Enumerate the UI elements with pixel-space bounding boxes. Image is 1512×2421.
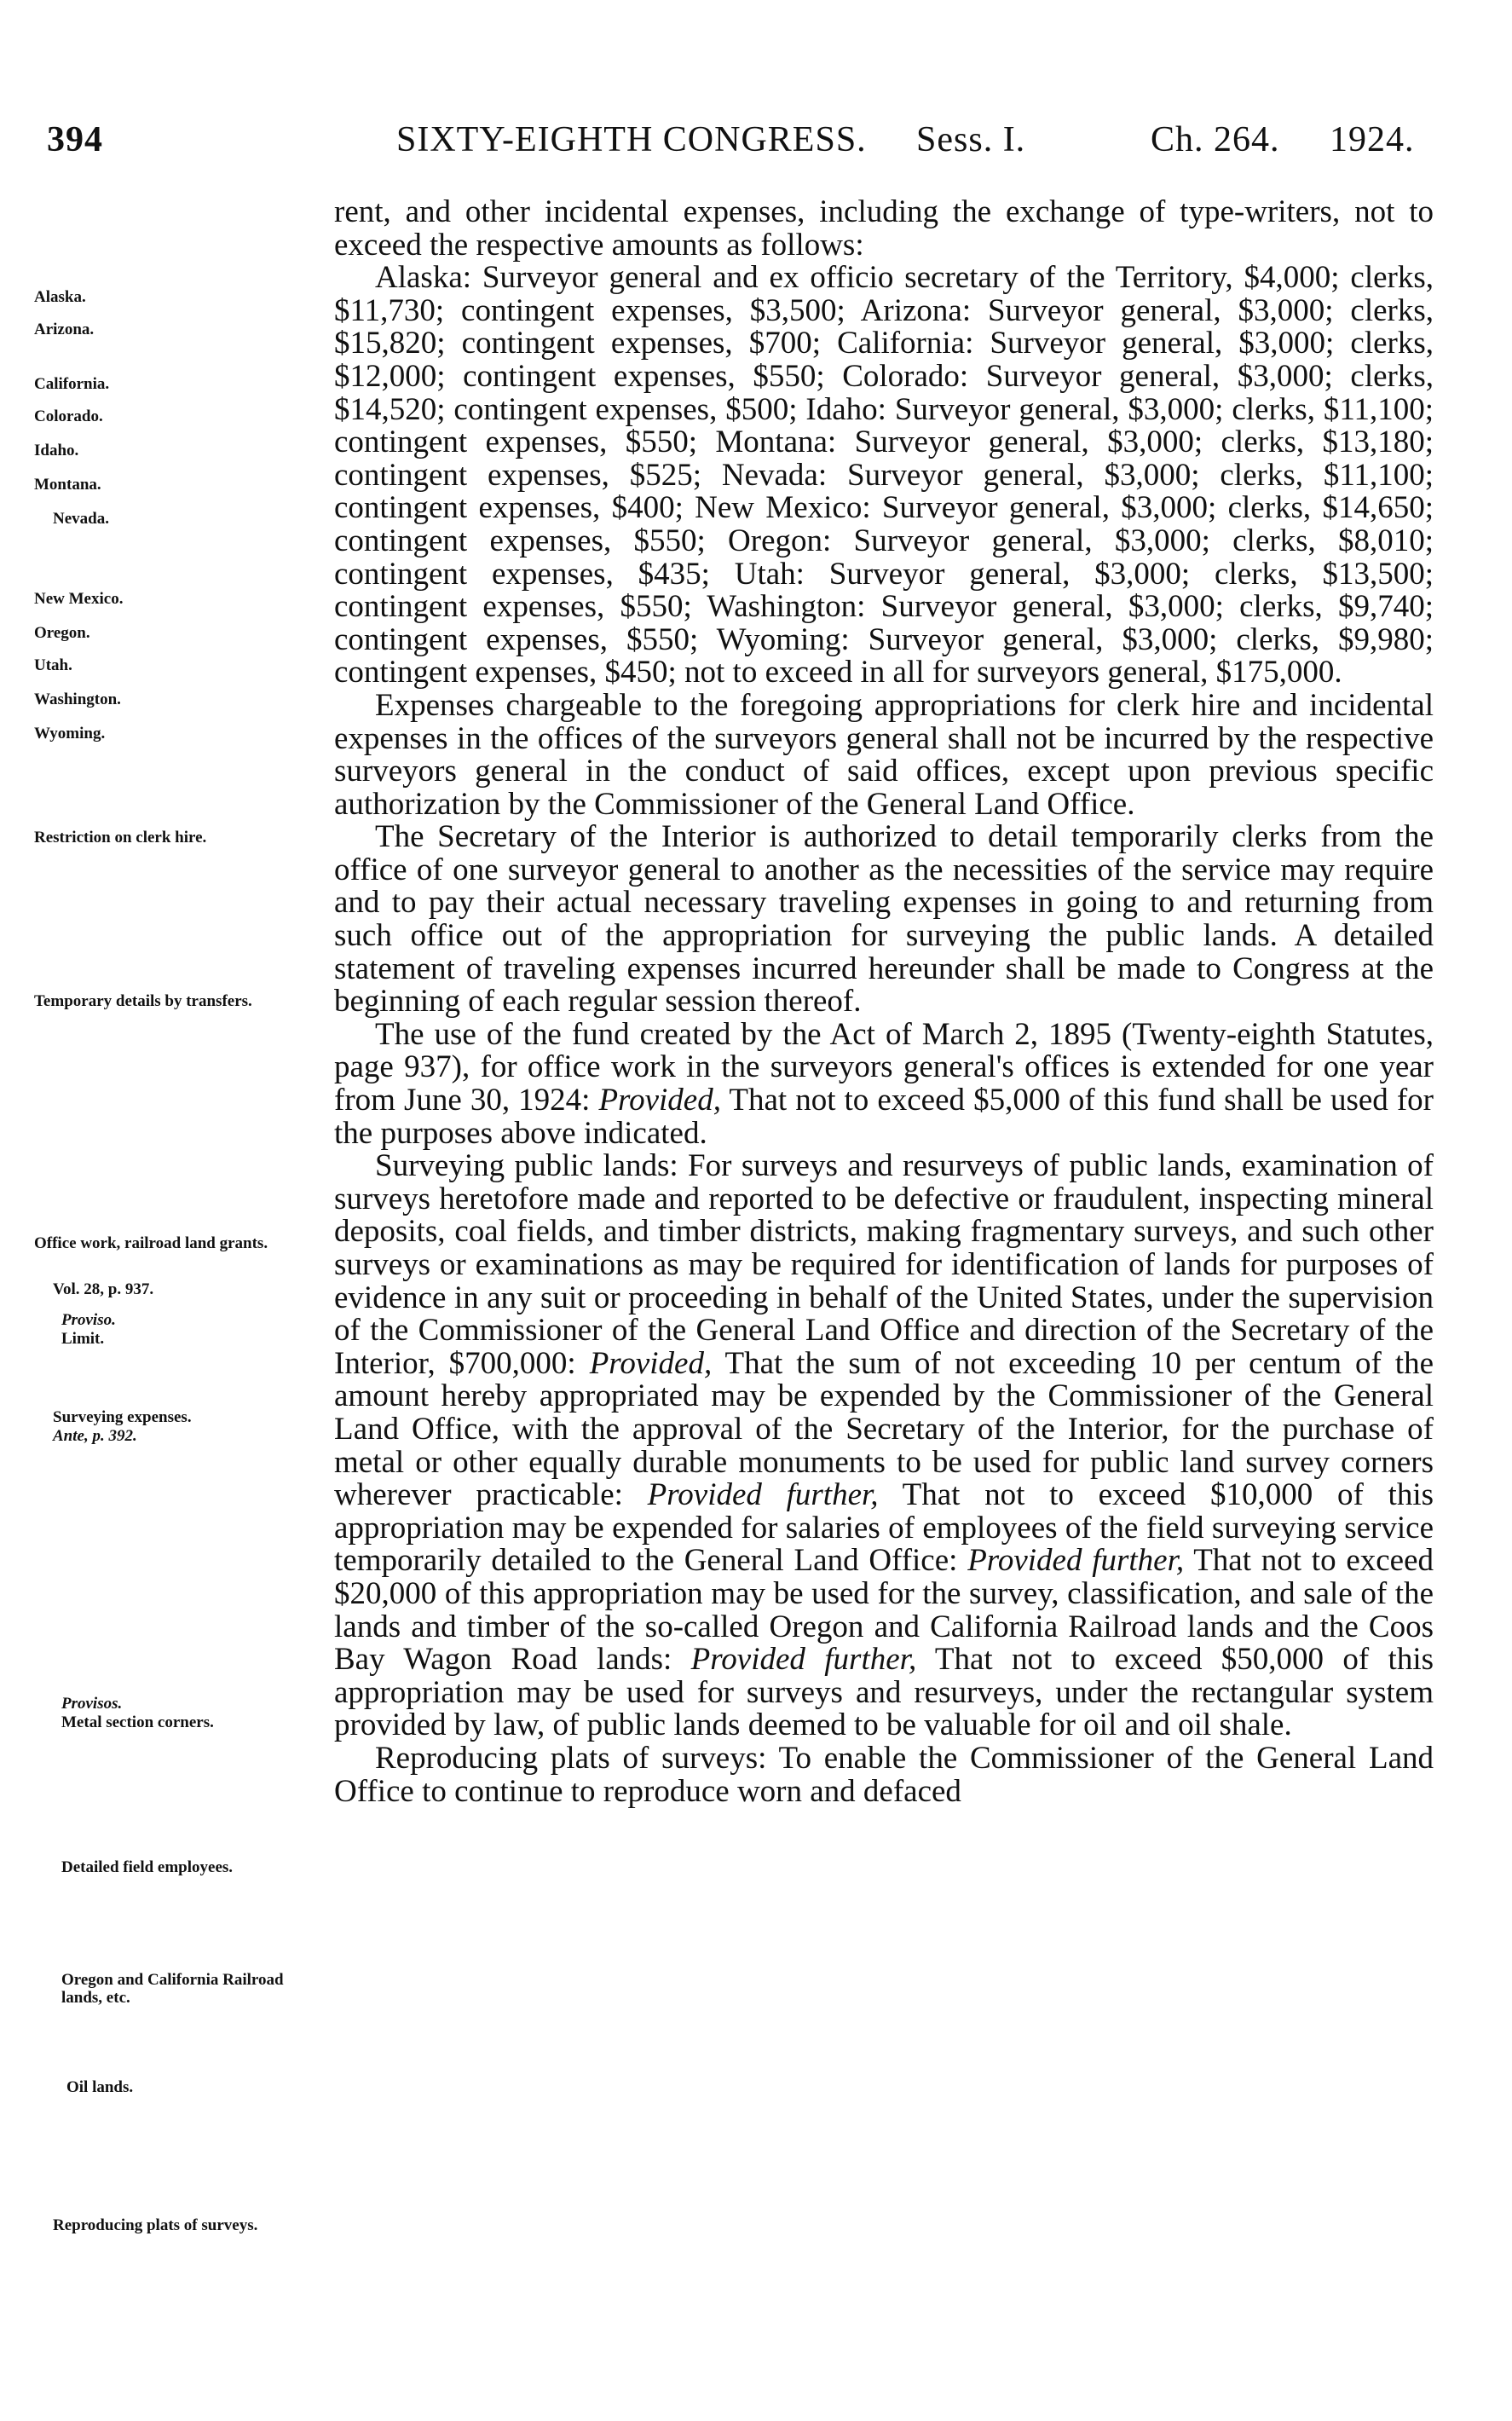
margin-note-limit: Limit. <box>61 1330 105 1348</box>
margin-note-vol-ref: Vol. 28, p. 937. <box>53 1280 154 1298</box>
margin-note-provisos: Provisos. <box>61 1695 123 1713</box>
margin-note-wyoming: Wyoming. <box>34 725 106 742</box>
surveying-proviso-4: That not to exceed $50,000 of this appropriation may be used for surveys and resurveys, under the rectangular system provided by law, of public lands deemed to be valuable for oil and oil shale. <box>334 1642 1434 1743</box>
provided-further-italic: Provided further, <box>967 1543 1185 1579</box>
surveying-proviso-3: That not to exceed $20,000 of this appropriation may be used for the survey, classification, and sale of the lands and timber of the so-called Oregon and California Railroad lands and the Coos Bay Wagon Road lands: <box>334 1543 1434 1678</box>
margin-note-alaska: Alaska. <box>34 288 86 306</box>
office-work-proviso-text: That not to exceed $5,000 of this fund shall be used for the purposes above indicated. <box>334 1083 1434 1151</box>
paragraph-surveyors-general: Alaska: Surveyor general and ex officio secretary of the Territory, $4,000; clerks, $11,730; contingent expenses, $3,500; Arizona: Surveyor general, $3,000; clerks, $15,820; contingent expenses, $700; California: Surveyor general, $3,000; clerks, $12,000; contingent expenses, $550; Colorado: Surveyor general, $3,000; clerks, $14,520; contingent expenses, $500; Idaho: Surveyor general, $3,000; clerks, $11,100; contingent expenses, $550; Montana: Surveyor general, $3,000; clerks, $13,180; contingent expenses, $525; Nevada: Surveyor general, $3,000; clerks, $11,100; contingent expenses, $400; New Mexico: Surveyor general, $3,000; clerks, $14,650; contingent expenses, $550; Oregon: Surveyor general, $3,000; clerks, $8,010; contingent expenses, $435; Utah: Surveyor general, $3,000; clerks, $13,500; contingent expenses, $550; Washington: Surveyor general, $3,000; clerks, $9,740; contingent expenses, $550; Wyoming: Surveyor general, $3,000; clerks, $9,980; contingent expenses, $450; not to exceed in all for surveyors general, $175,000. <box>334 260 1434 690</box>
margin-note-oregon-california: Oregon and California Railroad lands, etc. <box>61 1971 284 2007</box>
paragraph-temporary-details: The Secretary of the Interior is authorized to detail temporarily clerks from the office of one surveyor general to another as the necessities of the service may require and to pay their actual necessary traveling expenses in going to and returning from such office out of the appropriation for surveying the public lands. A detailed statement of traveling expenses incurred hereunder shall be made to Congress at the beginning of each regular session thereof. <box>334 819 1434 1020</box>
provided-italic: Provided, <box>598 1083 721 1118</box>
margin-note-ante: Ante, p. 392. <box>53 1427 137 1445</box>
margin-note-oil-lands: Oil lands. <box>66 2078 134 2096</box>
margin-note-california: California. <box>34 375 110 393</box>
year-label: 1924. <box>1330 120 1415 159</box>
margin-note-office-work: Office work, railroad land grants. <box>34 1234 268 1252</box>
margin-note-metal: Metal section corners. <box>61 1713 214 1731</box>
paragraph-continuation: rent, and other incidental expenses, including the exchange of type-writers, not to exceed the respective amounts as follows: <box>334 194 1434 263</box>
paragraph-office-work <box>334 1016 1434 1151</box>
page-header <box>47 119 1445 170</box>
margin-note-idaho: Idaho. <box>34 442 79 459</box>
margin-note-surveying: Surveying expenses. <box>53 1408 192 1426</box>
office-work-text: The use of the fund created by the Act of March 2, 1895 (Twenty-eighth Statutes, page 937), for office work in the surveyors general's offices is extended for one year from June 30, 1924: <box>334 1016 1434 1118</box>
paragraph-reproducing-plats: Reproducing plats of surveys: To enable the Commissioner of the General Land Office to continue to reproduce worn and defaced <box>334 1740 1434 1809</box>
margin-note-utah: Utah. <box>34 656 72 674</box>
margin-note-detailed: Detailed field employees. <box>61 1858 234 1876</box>
provided-further-italic: Provided further, <box>647 1477 879 1513</box>
provided-further-italic: Provided further, <box>690 1642 917 1678</box>
surveying-text: Surveying public lands: For surveys and resurveys of public lands, examination of surveys heretofore made and reported to be defective or fraudulent, inspecting mineral deposits, coal fields, and timber districts, making fragmentary surveys, and such other surveys or examinations as may be required for identification of lands for purposes of evidence in any suit or proceeding in behalf of the United States, under the supervision of the Commissioner of the General Land Office and direction of the Secretary of the Interior, $700,000: <box>334 1148 1434 1381</box>
margin-note-colorado: Colorado. <box>34 407 103 425</box>
paragraph-clerk-hire: Expenses chargeable to the foregoing appropriations for clerk hire and incidental expenses in the offices of the surveyors general shall not be incurred by the respective surveyors general in the conduct of said offices, except upon previous specific authorization by the Commissioner of the General Land Office. <box>334 687 1434 822</box>
margin-note-temporary: Temporary details by transfers. <box>34 992 252 1010</box>
margin-note-oregon: Oregon. <box>34 624 90 642</box>
margin-note-restriction: Restriction on clerk hire. <box>34 829 207 846</box>
chapter-label: Ch. 264. <box>1151 120 1280 159</box>
margin-note-arizona: Arizona. <box>34 321 95 338</box>
paragraph-surveying-public-lands <box>334 1150 1434 1742</box>
statute-body <box>334 196 1434 1808</box>
margin-note-reproducing: Reproducing plats of surveys. <box>53 2216 258 2234</box>
surveying-proviso-2: That not to exceed $10,000 of this appropriation may be expended for salaries of employees of the field surveying service temporarily detailed to the General Land Office: <box>334 1477 1434 1579</box>
margin-note-nevada: Nevada. <box>53 510 109 528</box>
margin-note-proviso: Proviso. <box>61 1311 116 1329</box>
margin-note-washington: Washington. <box>34 690 121 708</box>
congress-title: SIXTY-EIGHTH CONGRESS. <box>396 120 867 159</box>
provided-italic: Provided, <box>589 1345 713 1381</box>
page-number: 394 <box>47 120 103 159</box>
surveying-proviso-1: That the sum of not exceeding 10 per centum of the amount hereby appropriated may be expended by the Commissioner of the General Land Office, with the approval of the Secretary of the Interior, for the purchase of metal or other equally durable monuments to be used for public land survey corners wherever practicable: <box>334 1345 1434 1513</box>
margin-note-montana: Montana. <box>34 476 101 494</box>
session-label: Sess. I. <box>916 120 1026 159</box>
margin-note-new-mexico: New Mexico. <box>34 590 124 608</box>
